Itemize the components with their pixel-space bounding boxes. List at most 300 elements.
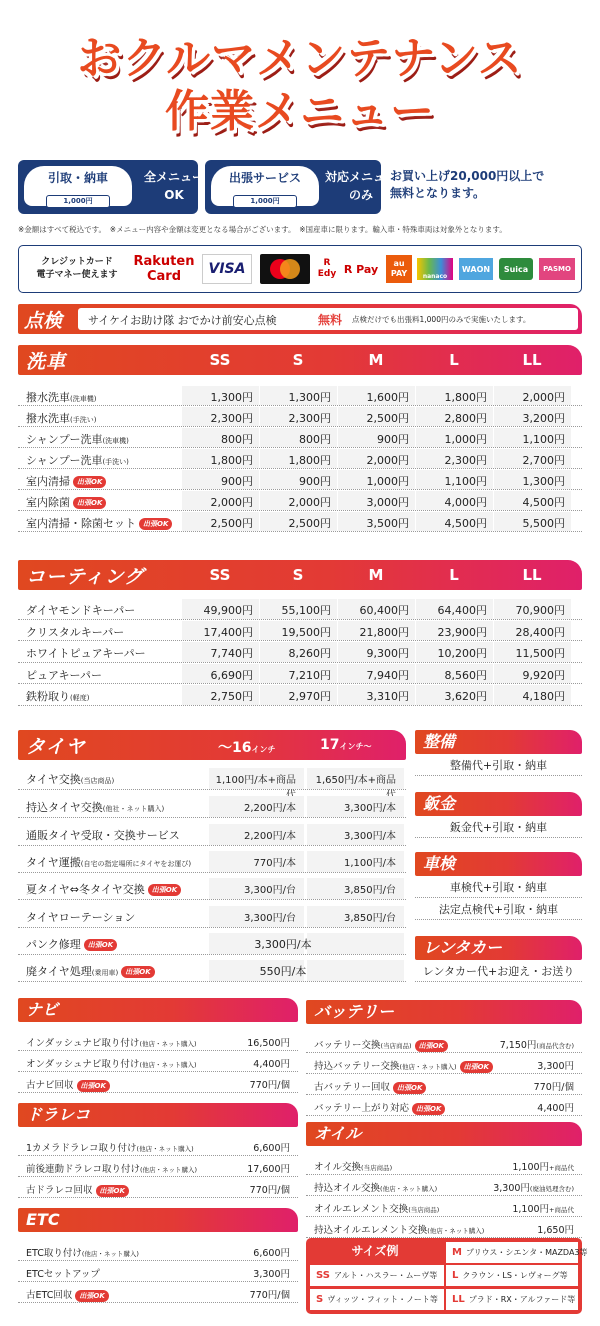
price-cell: 2,300円 [444, 454, 487, 467]
table-row [18, 685, 582, 706]
price-cell: 11,500円 [515, 647, 565, 660]
tenken-bar [18, 304, 582, 334]
price-value: 4,400円 [253, 1059, 290, 1070]
price-cell: 8,560円 [444, 668, 487, 682]
price-cell: 2,750円 [210, 690, 253, 703]
row-label: クリスタルキーパー [26, 625, 125, 639]
price-sub: +商品代 [549, 1164, 574, 1172]
price-value: 3,300円 [493, 1183, 530, 1194]
row-name [26, 1056, 197, 1070]
table-row [18, 470, 582, 490]
tire-price-17: 3,850円/台 [344, 885, 396, 896]
seibi-header: 整備 [415, 730, 582, 754]
row-sub: (他店・ネット購入) [427, 1227, 485, 1235]
price-cell: 3,620円 [444, 690, 487, 703]
price-value: 7,150円 [499, 1040, 537, 1051]
side-item: レンタカー代+お迎え・お送り [415, 962, 582, 982]
notes: ※金額はすべて税込です。 ※メニュー内容や金額は変更となる場合がございます。 ※国産車に限ります。輸入車・特殊車両は対象外となります。 [18, 225, 507, 234]
row-label: 室内除菌 [26, 496, 70, 509]
tenken-panel [78, 308, 578, 330]
visit-ok-tag: 出張OK [121, 966, 154, 978]
list-item [306, 1055, 582, 1074]
price-cell: 1,100円 [444, 475, 487, 488]
price-cell: 2,000円 [522, 391, 565, 404]
row-name [26, 515, 172, 531]
price-cell: 1,300円 [288, 391, 331, 404]
table-row [18, 664, 582, 685]
list-item [306, 1097, 582, 1116]
tire-col1: 〜16インチ [218, 740, 276, 756]
badge-desc: 全メニュー [143, 170, 204, 184]
row-label: 古ナビ回収 [26, 1080, 74, 1091]
price-cell: 3,000円 [366, 496, 409, 509]
table-row [18, 768, 406, 790]
battery-header: バッテリー [306, 1000, 582, 1024]
row-label: ホワイトピュアキーパー [26, 647, 146, 660]
col-ss: SS [209, 351, 231, 369]
row-sub: (当店商品) [361, 1164, 393, 1172]
row-label: 室内清掃・除菌セット [26, 517, 136, 530]
rpay-logo: R Pay [343, 262, 379, 276]
table-row [18, 824, 406, 846]
row-sub: (他店・ネット購入) [139, 1040, 197, 1048]
visit-ok-tag: 出張OK [77, 1080, 110, 1092]
list-item [306, 1076, 582, 1095]
price-cell: 4,180円 [522, 690, 565, 703]
price-cell: 21,800円 [359, 625, 409, 639]
row-sub: (他店・ネット購入) [139, 1061, 197, 1069]
row-label: 夏タイヤ⇔冬タイヤ交換 [26, 883, 145, 896]
row-label: 古ドラレコ回収 [26, 1185, 93, 1196]
pickup-badge [18, 160, 204, 214]
row-name [26, 1035, 197, 1049]
tire-price-16: 2,200円/本 [244, 803, 296, 814]
visit-ok-tag: 出張OK [73, 476, 106, 488]
tire-price-16: 770円/本 [253, 858, 296, 869]
price-cell: 800円 [299, 433, 331, 446]
price-cell: 1,000円 [444, 433, 487, 446]
row-name [26, 389, 96, 405]
shaken-header: 車検 [415, 852, 582, 876]
row-label: ダイヤモンドキーパー [26, 604, 136, 617]
table-row [18, 933, 406, 955]
price-value: 770円/個 [249, 1185, 290, 1196]
tire-col2: 17インチ〜 [320, 737, 372, 753]
oil-header: オイル [306, 1122, 582, 1146]
list-item [306, 1219, 582, 1238]
row-label: シャンプー洗車 [26, 433, 103, 446]
price-value: 770円/個 [533, 1082, 574, 1093]
price-cell: 3,310円 [366, 690, 409, 703]
list-item [306, 1198, 582, 1217]
tire-price-17: 3,300円/本 [344, 803, 396, 814]
size-item: S ヴィッツ・フィット・ノート等 [310, 1289, 444, 1310]
row-label: 持込オイルエレメント交換 [314, 1225, 428, 1236]
badge-price: 1,000円 [233, 195, 297, 208]
row-name [26, 963, 155, 979]
item-price [500, 1037, 574, 1051]
row-name [26, 494, 106, 510]
wash-header [18, 345, 582, 375]
tire-price-16: 3,300円/台 [244, 885, 296, 896]
tenken-note: 点検だけでも出張料1,000円のみで実施いたします。 [352, 315, 531, 324]
tenken-title: 点検 [24, 310, 63, 332]
item-price [247, 1035, 290, 1049]
price-sub: (商品代含む) [536, 1042, 574, 1050]
list-item [18, 1242, 298, 1261]
row-label: 室内清掃 [26, 475, 70, 488]
table-row [18, 960, 406, 982]
visit-badge [205, 160, 397, 214]
badge-price: 1,000円 [46, 195, 110, 208]
size-item: LL プラド・RX・アルファード等 [446, 1289, 578, 1310]
price-cell: 1,100円 [522, 433, 565, 446]
row-name [26, 1077, 110, 1092]
item-price [534, 1079, 574, 1093]
free-note [390, 168, 596, 202]
row-name [26, 667, 102, 683]
price-cell: 2,970円 [288, 690, 331, 703]
item-price [253, 1266, 290, 1280]
price-cell: 19,500円 [281, 625, 331, 639]
row-name [314, 1037, 448, 1052]
row-label: インダッシュナビ取り付け [26, 1038, 140, 1049]
price-value: 4,400円 [537, 1103, 574, 1114]
item-price [250, 1287, 290, 1301]
table-row [18, 491, 582, 511]
price-value: 3,300円 [537, 1061, 574, 1072]
price-cell: 1,300円 [522, 475, 565, 488]
row-sub: (乗用車) [91, 969, 119, 977]
tire-price-17: 1,100円/本 [344, 858, 396, 869]
price-cell: 4,500円 [522, 496, 565, 509]
row-label: 撥水洗車 [26, 412, 70, 425]
item-price [537, 1100, 574, 1114]
price-cell: 1,300円 [210, 391, 253, 404]
row-label: 持込バッテリー交換 [314, 1061, 400, 1072]
price-cell: 70,900円 [515, 604, 565, 617]
price-value: 17,600円 [247, 1164, 290, 1175]
badge-label: 出張サービス [228, 171, 301, 185]
row-label: 前後連動ドラレコ取り付け [26, 1164, 141, 1175]
price-cell: 10,200円 [437, 647, 487, 660]
tire-price-16: 2,200円/本 [244, 831, 296, 842]
edy-logo: R Edy [317, 258, 337, 279]
price-cell: 2,500円 [366, 412, 409, 425]
wash-title: 洗車 [26, 351, 67, 373]
row-name [314, 1201, 439, 1215]
row-label: 1カメラドラレコ取り付け [26, 1143, 137, 1154]
price-cell: 2,000円 [210, 496, 253, 509]
price-cell: 17,400円 [203, 625, 253, 639]
tire-price-17: 3,300円/本 [344, 831, 396, 842]
free-note-line: 無料となります。 [390, 186, 486, 200]
item-price [537, 1058, 574, 1072]
tire-price-17: 3,850円/台 [344, 913, 396, 924]
mastercard-circles [265, 257, 305, 281]
row-label: ETC取り付け [26, 1248, 82, 1259]
list-item [18, 1158, 298, 1177]
price-value: 1,650円 [537, 1225, 574, 1236]
row-name [26, 452, 129, 468]
page-title-line2: 作業メニュー [165, 86, 435, 137]
row-name [26, 1287, 109, 1302]
row-name [26, 1140, 194, 1154]
price-cell: 4,000円 [444, 496, 487, 509]
tenken-free: 無料 [318, 313, 343, 327]
col-ll: LL [522, 566, 542, 584]
col-ll: LL [522, 351, 542, 369]
price-cell: 1,000円 [366, 475, 409, 488]
row-name [26, 909, 135, 925]
badge-desc: のみ [348, 188, 373, 202]
navi-header: ナビ [18, 998, 298, 1022]
row-label: 古バッテリー回収 [314, 1082, 391, 1093]
row-sub: (他店・ネット購入) [380, 1185, 438, 1193]
table-row [18, 599, 582, 620]
visit-ok-tag: 出張OK [75, 1290, 108, 1302]
price-cell: 900円 [377, 433, 409, 446]
row-label: オイル交換 [314, 1162, 362, 1173]
price-cell: 7,210円 [288, 668, 331, 682]
page-title-line1: おクルマメンテナンス [77, 33, 523, 84]
price-value: 3,300円 [253, 1269, 290, 1280]
row-name [26, 473, 106, 489]
size-item: M プリウス・シエンタ・MAZDA3等 [446, 1242, 578, 1263]
aupay-logo: au PAY [386, 255, 412, 283]
item-price [247, 1161, 290, 1175]
row-label: オンダッシュナビ取り付け [26, 1059, 140, 1070]
rakuten-card-logo: Rakuten Card [133, 254, 195, 284]
row-name [26, 602, 135, 618]
row-name [26, 410, 96, 426]
row-label: 持込タイヤ交換 [26, 801, 103, 814]
tire-price-16: 1,100円/本+商品 [215, 775, 296, 786]
price-value: 1,100円 [512, 1162, 550, 1173]
table-row [18, 621, 582, 642]
visit-ok-tag: 出張OK [415, 1040, 448, 1052]
price-cell: 64,400円 [437, 604, 487, 617]
mastercard-logo [260, 254, 310, 284]
price-cell: 800円 [221, 433, 253, 446]
row-label: パンク修理 [26, 938, 81, 951]
price-cell: 3,200円 [522, 412, 565, 425]
row-name [26, 1245, 139, 1259]
col-l: L [449, 566, 459, 584]
coating-header [18, 560, 582, 590]
price-cell: 2,500円 [210, 517, 253, 530]
bankin-header: 鈑金 [415, 792, 582, 816]
price-value: 6,600円 [253, 1248, 290, 1259]
payment-box [18, 245, 582, 293]
free-note-line: お買い上げ20,000円以上で [390, 169, 545, 183]
price-cell: 7,740円 [210, 647, 253, 660]
list-item [18, 1053, 298, 1072]
row-name [26, 624, 124, 640]
waon-logo: WAON [459, 258, 493, 280]
row-label: バッテリー交換 [314, 1040, 381, 1051]
price-cell: 1,800円 [210, 454, 253, 467]
visit-ok-tag: 出張OK [96, 1185, 129, 1197]
price-value: 1,100円 [512, 1204, 550, 1215]
row-sub: (他社・ネット購入) [102, 805, 165, 813]
item-price [253, 1245, 290, 1259]
price-value: 770円/個 [249, 1290, 290, 1301]
list-item [18, 1074, 298, 1093]
payment-label-line: 電子マネー使えます [36, 270, 118, 280]
item-price [512, 1201, 574, 1215]
badge-desc: OK [164, 188, 184, 202]
visit-ok-tag: 出張OK [148, 884, 181, 896]
table-row [18, 449, 582, 469]
badge-label: 引取・納車 [47, 171, 108, 185]
row-label: タイヤ運搬 [26, 856, 81, 869]
row-name [26, 881, 181, 897]
table-row [18, 428, 582, 448]
tire-title: タイヤ [26, 736, 86, 758]
row-name [26, 771, 114, 787]
size-item: L クラウン・LS・レヴォーグ等 [446, 1265, 578, 1286]
row-sub: (他店・ネット購入) [81, 1250, 139, 1258]
size-title: サイズ例 [351, 1244, 399, 1258]
row-name [26, 1161, 197, 1175]
visit-ok-tag: 出張OK [460, 1061, 493, 1073]
row-name [26, 936, 117, 952]
row-sub: (洗車機) [70, 395, 97, 403]
tenken-desc: サイケイお助け隊 おでかけ前安心点検 [88, 314, 277, 327]
row-label: シャンプー洗車 [26, 454, 103, 467]
price-cell: 2,000円 [366, 454, 409, 467]
price-cell: 8,260円 [288, 647, 331, 660]
payment-label [25, 256, 129, 282]
table-row [18, 851, 406, 873]
price-cell: 55,100円 [281, 604, 331, 617]
visit-ok-tag: 出張OK [84, 939, 117, 951]
price-cell: 23,900円 [437, 625, 487, 639]
table-row [18, 878, 406, 900]
item-price [253, 1056, 290, 1070]
row-label: ETCセットアップ [26, 1269, 100, 1280]
visit-ok-tag: 出張OK [73, 497, 106, 509]
col-s: S [292, 351, 304, 369]
row-name [314, 1222, 484, 1236]
row-sub: (洗車機) [102, 437, 129, 445]
car-shape [211, 166, 319, 206]
row-sub: (自宅の指定場所にタイヤをお運び) [80, 860, 192, 868]
side-item: 鈑金代+引取・納車 [415, 818, 582, 838]
price-cell: 1,800円 [288, 454, 331, 467]
price-sub: (廃油処理含む) [529, 1185, 574, 1193]
col-s: S [292, 566, 304, 584]
row-name [26, 688, 89, 704]
row-name [26, 827, 180, 843]
row-name [314, 1180, 437, 1194]
price-value: 6,600円 [253, 1143, 290, 1154]
visit-ok-tag: 出張OK [393, 1082, 426, 1094]
row-sub: (他店・ネット購入) [140, 1166, 198, 1174]
list-item [18, 1179, 298, 1198]
price-value: 770円/個 [249, 1080, 290, 1091]
price-cell: 900円 [221, 475, 253, 488]
tire-price-17: 1,650円/本+商品 [315, 775, 396, 786]
tire-price: 550円/本 [259, 965, 307, 978]
suica-logo: Suica [499, 258, 533, 280]
table-row [18, 386, 582, 406]
price-cell: 1,800円 [444, 391, 487, 404]
row-sub: (軽度) [70, 694, 90, 702]
table-row [18, 407, 582, 427]
price-cell: 5,500円 [522, 517, 565, 530]
price-sub: +商品代 [549, 1206, 574, 1214]
item-price [253, 1140, 290, 1154]
row-sub: (他店・ネット購入) [399, 1063, 457, 1071]
visit-ok-tag: 出張OK [412, 1103, 445, 1115]
size-box [306, 1238, 588, 1314]
row-name [26, 1266, 100, 1280]
price-cell: 2,700円 [522, 454, 565, 467]
row-name [26, 1182, 129, 1197]
table-row [18, 512, 582, 532]
list-item [306, 1177, 582, 1196]
row-name [314, 1100, 445, 1115]
row-name [26, 799, 164, 815]
price-cell: 9,300円 [366, 647, 409, 660]
row-sub: (当店商品) [408, 1206, 440, 1214]
item-price [537, 1222, 574, 1236]
pasmo-logo: PASMO [539, 258, 575, 280]
nanaco-logo: nanaco [417, 258, 453, 280]
price-cell: 6,690円 [210, 668, 253, 682]
row-name [26, 431, 129, 447]
row-sub: (手洗い) [70, 416, 97, 424]
etc-header: ETC [18, 1208, 298, 1232]
price-cell: 4,500円 [444, 517, 487, 530]
side-item: 整備代+引取・納車 [415, 756, 582, 776]
row-label: オイルエレメント交換 [314, 1204, 409, 1215]
list-item [18, 1263, 298, 1282]
size-item: SS アルト・ハスラー・ムーヴ等 [310, 1265, 444, 1286]
badge-desc: 対応メニュー [324, 170, 397, 184]
drarec-header: ドラレコ [18, 1103, 298, 1127]
tire-header [18, 730, 406, 760]
visa-logo: VISA [202, 254, 252, 284]
item-price [493, 1180, 574, 1194]
row-sub: (当店商品) [80, 777, 115, 785]
row-name [26, 854, 191, 870]
price-cell: 49,900円 [203, 604, 253, 617]
price-cell: 3,500円 [366, 517, 409, 530]
rental-header: レンタカー [415, 936, 582, 960]
price-cell: 1,600円 [366, 391, 409, 404]
tire-price: 3,300円/本 [254, 938, 312, 951]
row-label: タイヤ交換 [26, 773, 81, 786]
row-name [314, 1058, 493, 1073]
row-sub: (手洗い) [102, 458, 129, 466]
price-cell: 28,400円 [515, 625, 565, 639]
row-label: 撥水洗車 [26, 391, 70, 404]
item-price [250, 1077, 290, 1091]
list-item [18, 1137, 298, 1156]
row-label: バッテリー上がり対応 [314, 1103, 410, 1114]
row-label: 通販タイヤ受取・交換サービス [26, 829, 180, 842]
row-name [314, 1079, 426, 1094]
car-shape [24, 166, 132, 206]
item-price [250, 1182, 290, 1196]
row-label: ピュアキーパー [26, 668, 103, 682]
row-label: 持込オイル交換 [314, 1183, 381, 1194]
row-sub: (他店・ネット購入) [136, 1145, 194, 1153]
col-l: L [449, 351, 459, 369]
